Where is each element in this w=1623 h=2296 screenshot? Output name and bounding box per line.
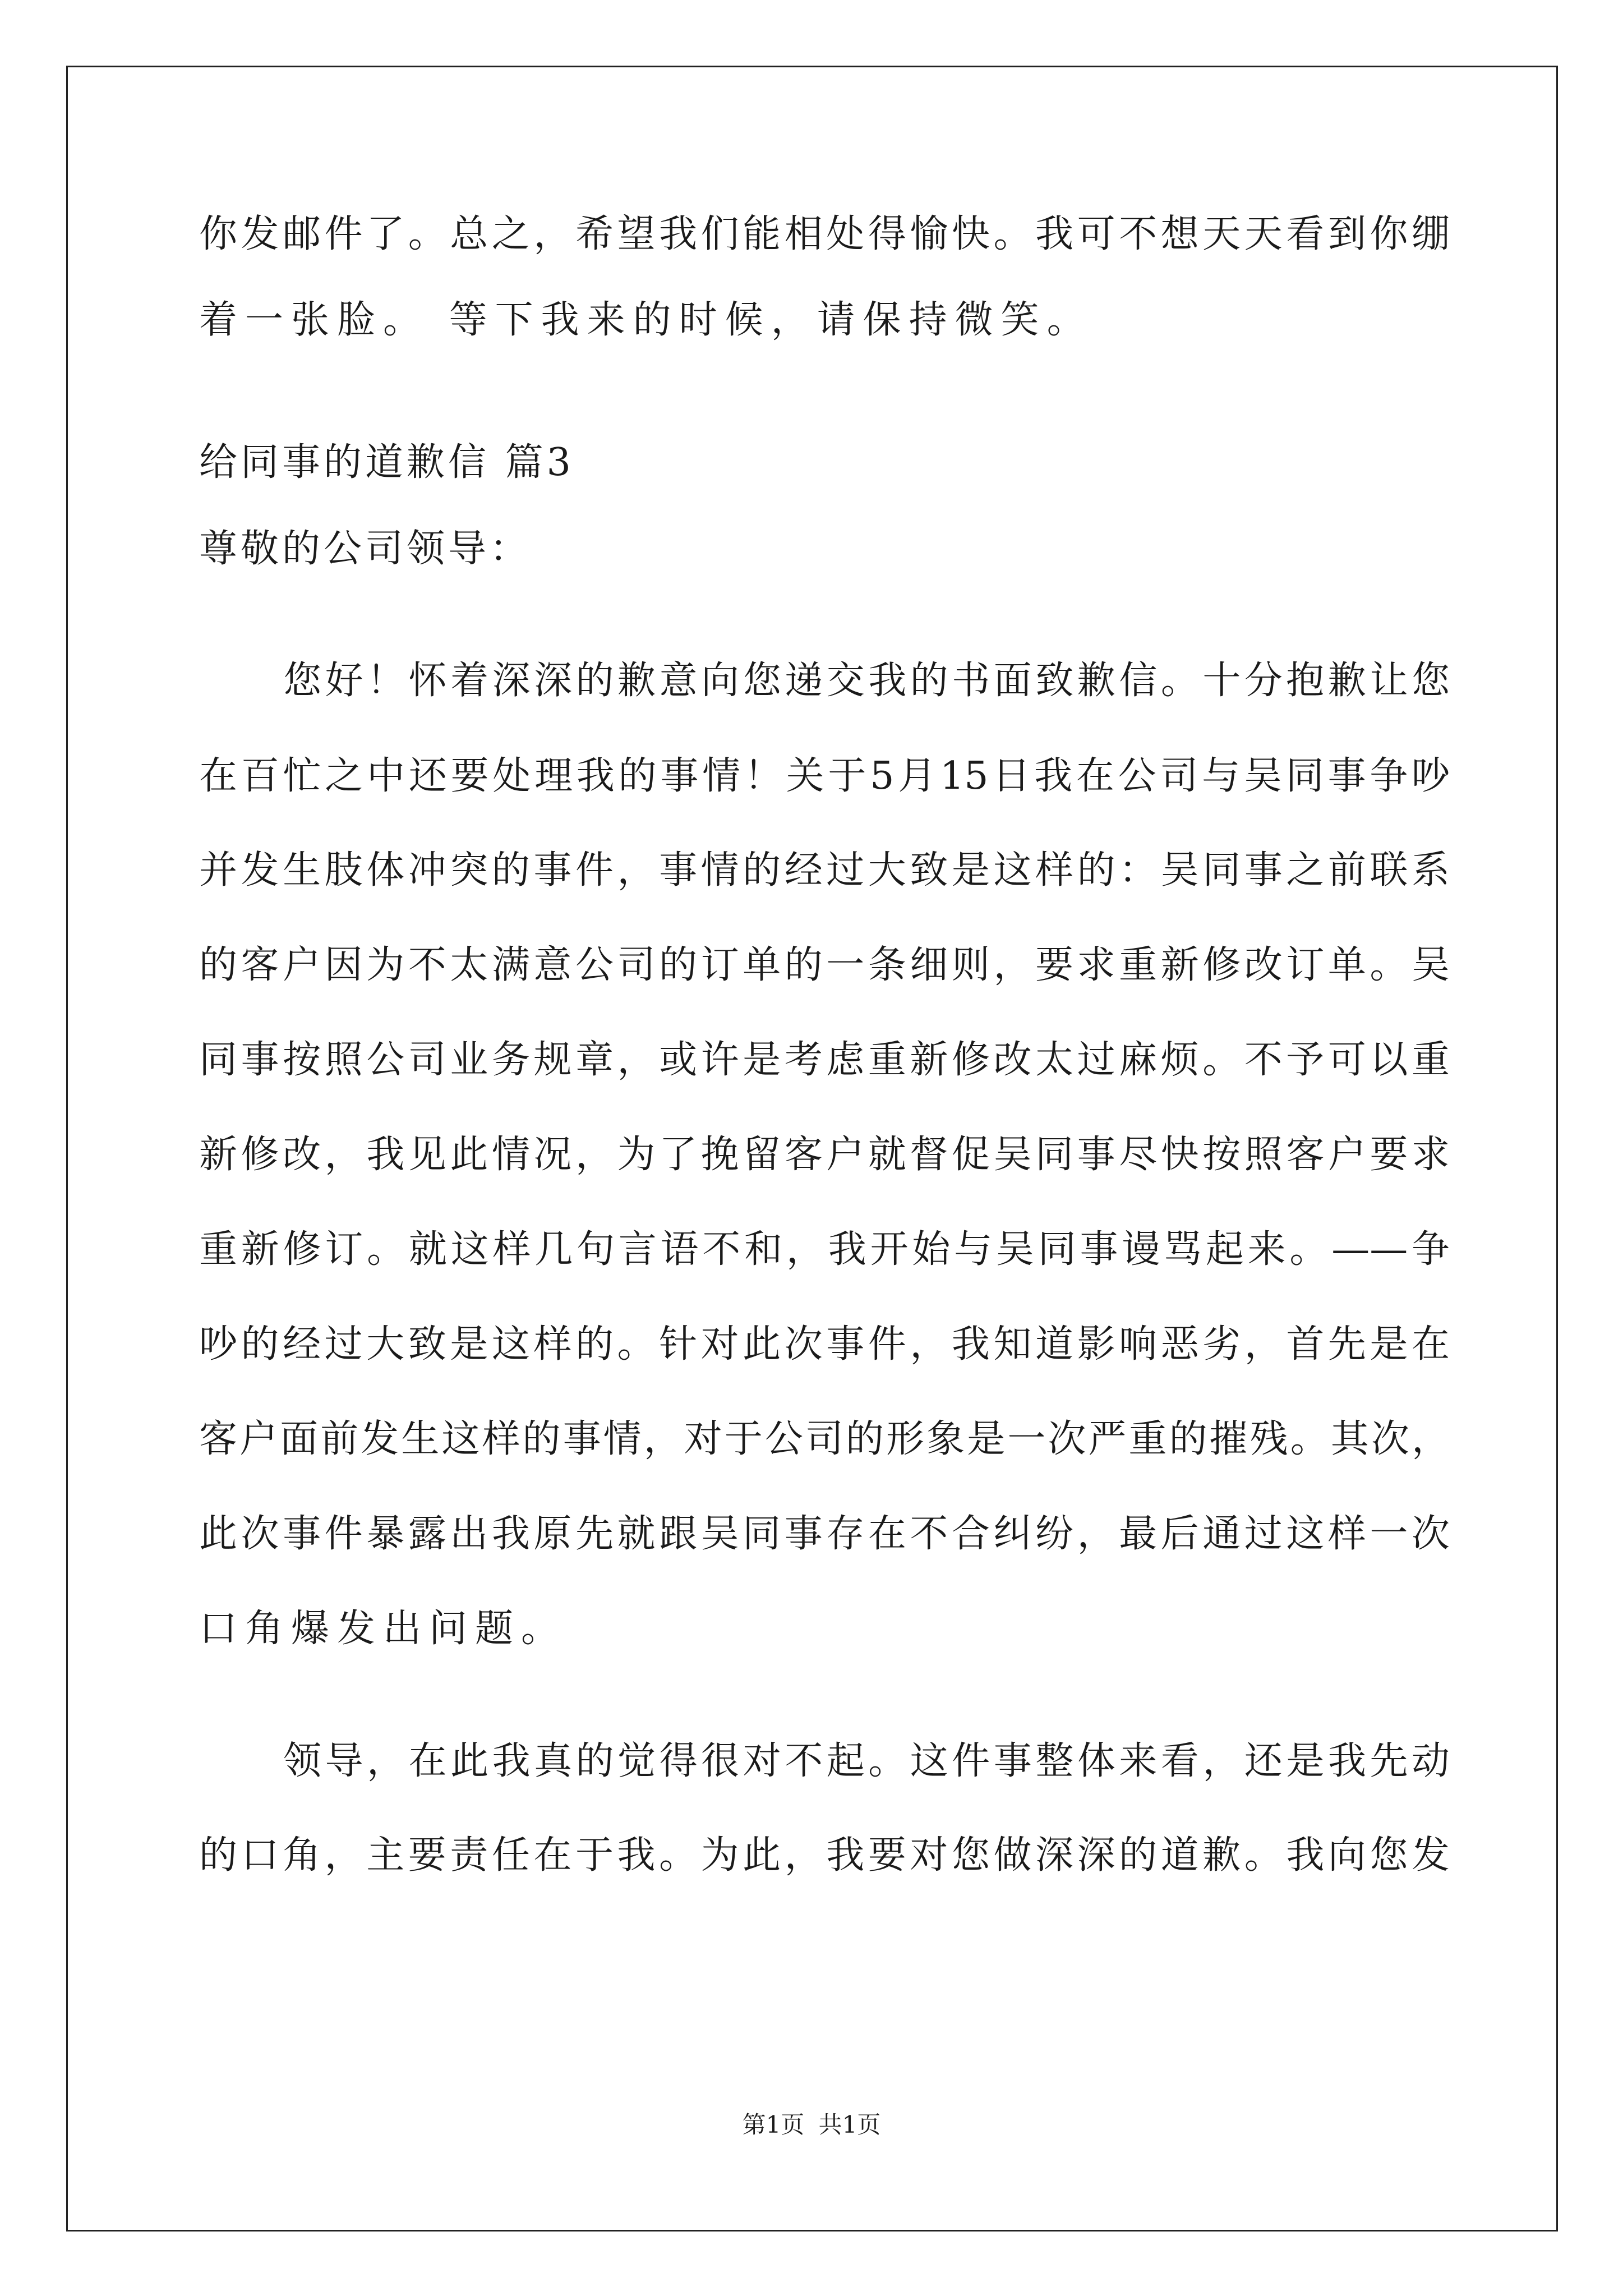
page-footer [0, 2110, 1623, 2139]
body-line: 并发生肢体冲突的事件，事情的经过大致是这样的：吴同事之前联系 [199, 848, 1450, 892]
page-number: 第1页 [742, 2111, 805, 2138]
body-line: 同事按照公司业务规章，或许是考虑重新修改太过麻烦。不予可以重 [199, 1038, 1450, 1082]
body-line: 的客户因为不太满意公司的订单的一条细则，要求重新修改订单。吴 [199, 943, 1450, 987]
body-line: 您好！怀着深深的歉意向您递交我的书面致歉信。十分抱歉让您 [283, 659, 1450, 703]
section-heading: 给同事的道歉信 篇3 [199, 440, 574, 485]
body-line: 客户面前发生这样的事情，对于公司的形象是一次严重的摧残。其次， [199, 1417, 1450, 1461]
body-line: 此次事件暴露出我原先就跟吴同事存在不合纠纷，最后通过这样一次 [199, 1512, 1450, 1556]
body-line: 新修改，我见此情况，为了挽留客户就督促吴同事尽快按照客户要求 [199, 1133, 1450, 1177]
body-line: 你发邮件了。总之，希望我们能相处得愉快。我可不想天天看到你绷 [199, 212, 1450, 256]
body-line: 吵的经过大致是这样的。针对此次事件，我知道影响恶劣，首先是在 [199, 1322, 1450, 1366]
body-line: 领导，在此我真的觉得很对不起。这件事整体来看，还是我先动 [283, 1739, 1450, 1783]
body-line: 重新修订。就这样几句言语不和，我开始与吴同事谩骂起来。——争 [199, 1227, 1450, 1272]
body-line: 在百忙之中还要处理我的事情！关于5月15日我在公司与吴同事争吵 [199, 754, 1450, 798]
body-line: 口角爆发出问题。 [199, 1607, 568, 1651]
salutation: 尊敬的公司领导： [199, 527, 532, 571]
body-line: 的口角，主要责任在于我。为此，我要对您做深深的道歉。我向您发 [199, 1833, 1450, 1878]
body-line: 着一张脸。 等下我来的时候，请保持微笑。 [199, 298, 1093, 342]
page-total: 共1页 [818, 2111, 881, 2138]
